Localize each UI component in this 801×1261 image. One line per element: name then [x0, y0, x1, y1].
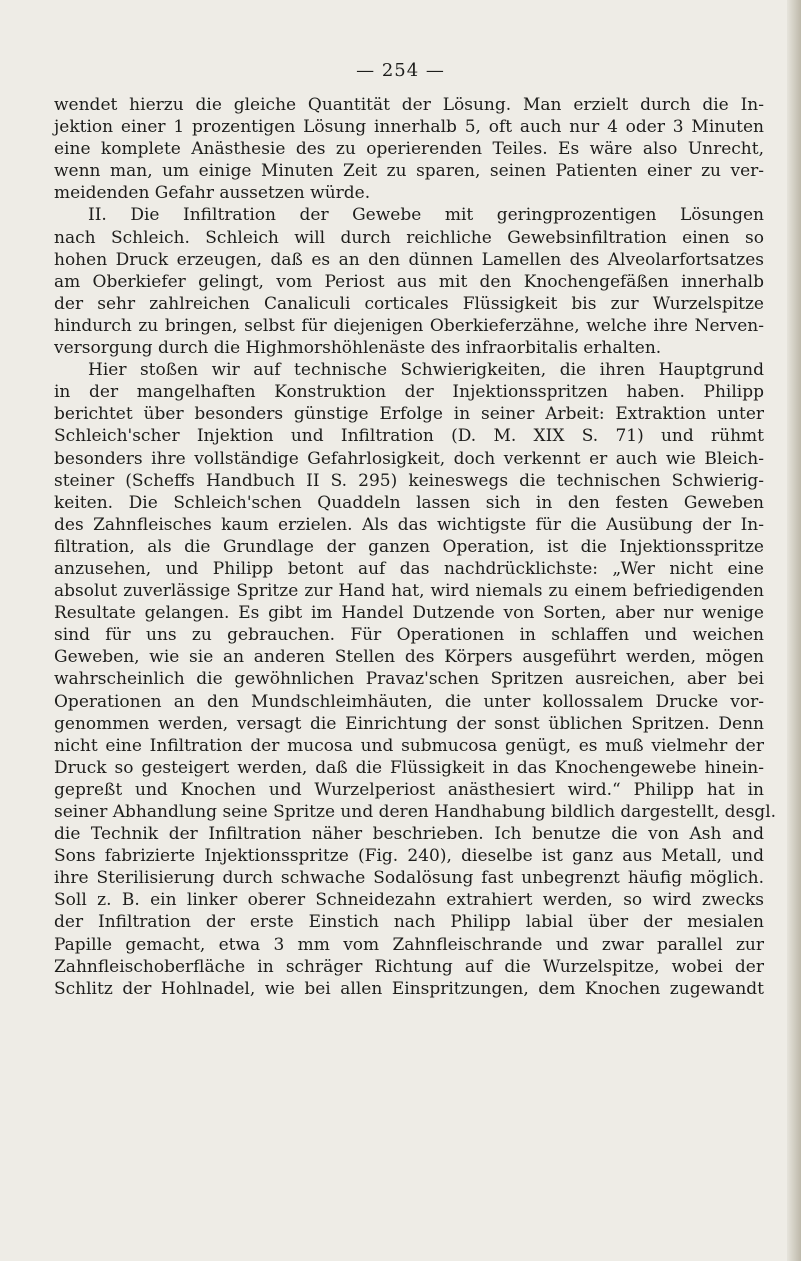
text-line: der Infiltration der erste Einstich nach Philipp labial über der mesialen	[54, 912, 764, 933]
text-line: des Zahnfleisches kaum erzielen. Als das wichtigste für die Ausübung der In-	[54, 514, 764, 535]
text-line: anzusehen, und Philipp betont auf das nachdrücklichste: „Wer nicht eine	[54, 558, 764, 579]
text-line: steiner (Scheffs Handbuch II S. 295) keineswegs die technischen Schwierig-	[54, 470, 764, 491]
text-line: berichtet über besonders günstige Erfolge in seiner Arbeit: Extraktion unter	[54, 404, 764, 425]
text-line: absolut zuverlässige Spritze zur Hand hat, wird niemals zu einem befriedigenden	[54, 581, 764, 602]
text-line: Schlitz der Hohlnadel, wie bei allen Einspritzungen, dem Knochen zugewandt	[54, 978, 764, 999]
text-line: sind für uns zu gebrauchen. Für Operationen in schlaffen und weichen	[54, 625, 764, 646]
text-line: wendet hierzu die gleiche Quantität der Lösung. Man erzielt durch die In-	[54, 95, 764, 115]
text-line: Zahnfleischoberfläche in schräger Richtung auf die Wurzelspitze, wobei der	[54, 956, 764, 977]
text-line: wahrscheinlich die gewöhnlichen Pravaz'schen Spritzen ausreichen, aber bei	[54, 669, 764, 690]
text-line: nach Schleich. Schleich will durch reichliche Gewebsinfiltration einen so	[54, 227, 764, 248]
text-line: II. Die Infiltration der Gewebe mit geringprozentigen Lösungen	[88, 205, 764, 226]
text-line: Druck so gesteigert werden, daß die Flüssigkeit in das Knochengewebe hinein-	[54, 757, 764, 778]
text-line: Schleich'scher Injektion und Infiltration (D. M. XIX S. 71) und rühmt	[54, 426, 764, 447]
text-line: genommen werden, versagt die Einrichtung der sonst üblichen Spritzen. Denn	[54, 713, 764, 734]
text-line: Geweben, wie sie an anderen Stellen des Körpers ausgeführt werden, mögen	[54, 647, 764, 668]
text-line: Sons fabrizierte Injektionsspritze (Fig. 240), dieselbe ist ganz aus Metall, und	[54, 846, 764, 867]
text-line: Hier stoßen wir auf technische Schwierigkeiten, die ihren Hauptgrund	[88, 360, 764, 381]
text-line: Papille gemacht, etwa 3 mm vom Zahnfleischrande und zwar parallel zur	[54, 934, 764, 955]
text-line: hindurch zu bringen, selbst für diejenigen Oberkieferzähne, welche ihre Nerven-	[54, 315, 764, 336]
text-line: wenn man, um einige Minuten Zeit zu sparen, seinen Patienten einer zu ver-	[54, 161, 764, 182]
page-number: — 254 —	[356, 60, 445, 81]
text-line: hohen Druck erzeugen, daß es an den dünnen Lamellen des Alveolarfortsatzes	[54, 249, 764, 270]
text-line: Soll z. B. ein linker oberer Schneidezahn extrahiert werden, so wird zwecks	[54, 890, 764, 911]
text-line: nicht eine Infiltration der mucosa und submucosa genügt, es muß vielmehr der	[54, 735, 764, 756]
text-line: Resultate gelangen. Es gibt im Handel Dutzende von Sorten, aber nur wenige	[54, 603, 764, 624]
text-line: ihre Sterilisierung durch schwache Sodalösung fast unbegrenzt häufig möglich.	[54, 868, 764, 889]
text-line: besonders ihre vollständige Gefahrlosigkeit, doch verkennt er auch wie Bleich-	[54, 448, 764, 469]
page-edge	[787, 0, 801, 1261]
text-line: eine komplete Anästhesie des zu operierenden Teiles. Es wäre also Unrecht,	[54, 139, 764, 160]
text-line: versorgung durch die Highmorshöhlenäste des infraorbitalis erhalten.	[54, 338, 662, 359]
text-line: Operationen an den Mundschleimhäuten, die unter kollossalem Drucke vor-	[54, 691, 764, 712]
text-line: am Oberkiefer gelingt, vom Periost aus mit den Knochengefäßen innerhalb	[54, 271, 764, 292]
text-line: filtration, als die Grundlage der ganzen Operation, ist die Injektionsspritze	[54, 536, 764, 557]
text-line: meidenden Gefahr aussetzen würde.	[54, 183, 371, 204]
text-line: der sehr zahlreichen Canaliculi corticales Flüssigkeit bis zur Wurzelspitze	[54, 293, 764, 314]
body-text	[54, 94, 777, 1000]
text-line: gepreßt und Knochen und Wurzelperiost anästhesiert wird.“ Philipp hat in	[54, 779, 764, 800]
text-line: in der mangelhaften Konstruktion der Injektionsspritzen haben. Philipp	[54, 382, 764, 403]
text-line: keiten. Die Schleich'schen Quaddeln lassen sich in den festen Geweben	[54, 492, 764, 513]
text-line: die Technik der Infiltration näher beschrieben. Ich benutze die von Ash and	[54, 824, 764, 845]
text-line: seiner Abhandlung seine Spritze und deren Handhabung bildlich dargestellt, desgl.	[54, 802, 777, 822]
text-line: jektion einer 1 prozentigen Lösung innerhalb 5, oft auch nur 4 oder 3 Minuten	[54, 117, 764, 138]
